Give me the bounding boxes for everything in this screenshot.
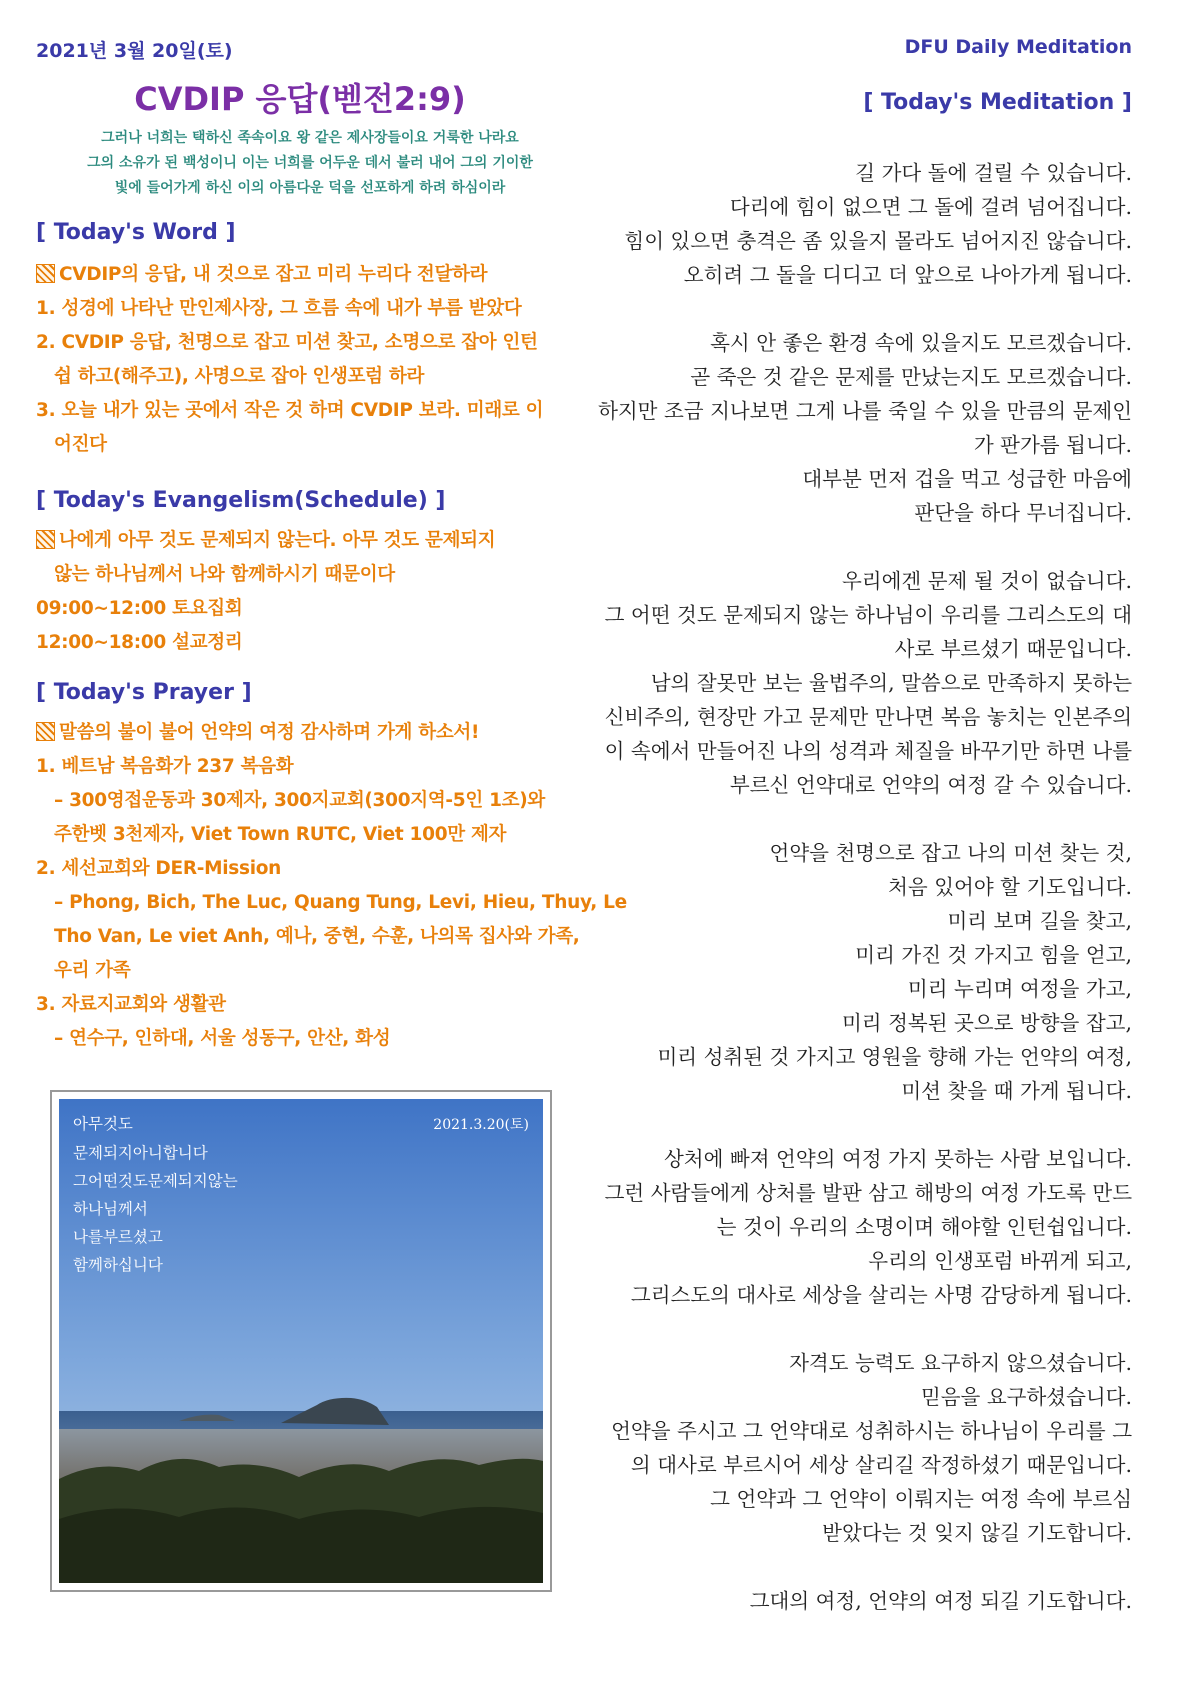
- meditation-line: 이 속에서 만들어진 나의 성격과 체질을 바꾸기만 하면 나를: [604, 739, 1132, 763]
- page-title: CVDIP 응답(벧전2:9): [134, 80, 466, 118]
- evangelism-heading: [ Today's Evangelism(Schedule) ]: [36, 488, 446, 513]
- evangelism-summary-cont: 않는 하나님께서 나와 함께하시기 때문이다: [54, 564, 395, 585]
- meditation-line: 는 것이 우리의 소명이며 해야할 인턴쉽입니다.: [716, 1215, 1132, 1239]
- meditation-line: 언약을 주시고 그 언약대로 성취하시는 하나님이 우리를 그: [611, 1419, 1132, 1443]
- schedule-item: 12:00~18:00 설교정리: [36, 632, 243, 653]
- paragraph-gap: [532, 292, 1132, 326]
- meditation-line: 힘이 있으면 충격은 좀 있을지 몰라도 넘어지진 않습니다.: [624, 229, 1132, 253]
- meditation-line: 언약을 천명으로 잡고 나의 미션 찾는 것,: [769, 841, 1132, 865]
- meditation-line: 사로 부르셨기 때문입니다.: [894, 637, 1132, 661]
- caption-line: 문제되지아니합니다: [73, 1145, 208, 1162]
- meditation-line: 처음 있어야 할 기도입니다.: [888, 875, 1132, 899]
- paragraph-gap: [532, 530, 1132, 564]
- caption-line: 아무것도: [73, 1116, 133, 1133]
- prayer-line: – Phong, Bich, The Luc, Quang Tung, Levi, Hieu, Thuy, Le: [54, 892, 627, 913]
- word-line: 2. CVDIP 응답, 천명으로 잡고 미션 찾고, 소명으로 잡아 인턴: [36, 332, 538, 353]
- word-heading: [ Today's Word ]: [36, 220, 236, 245]
- scripture-verse: [40, 126, 580, 201]
- meditation-line: 미리 성취된 것 가지고 영원을 향해 가는 언약의 여정,: [657, 1045, 1132, 1069]
- prayer-summary: 말씀의 불이 불어 언약의 여정 감사하며 가게 하소서!: [36, 716, 606, 750]
- meditation-line: 대부분 먼저 겁을 먹고 성급한 마음에: [802, 467, 1132, 491]
- meditation-line: 길 가다 돌에 걸릴 수 있습니다.: [855, 161, 1132, 185]
- caption-line: 하나님께서: [73, 1201, 148, 1218]
- verse-line: 그러나 너희는 택하신 족속이요 왕 같은 제사장들이요 거룩한 나라요: [101, 130, 519, 146]
- verse-line: 그의 소유가 된 백성이니 이는 너희를 어두운 데서 불러 내어 그의 기이한: [87, 155, 533, 171]
- word-line: 1. 성경에 나타난 만인제사장, 그 흐름 속에 내가 부름 받았다: [36, 298, 522, 319]
- meditation-line: 그 어떤 것도 문제되지 않는 하나님이 우리를 그리스도의 대: [604, 603, 1132, 627]
- prayer-line: 우리 가족: [54, 960, 131, 981]
- meditation-line: 의 대사로 부르시어 세상 살리길 작정하셨기 때문입니다.: [630, 1453, 1132, 1477]
- prayer-line: Tho Van, Le viet Anh, 예나, 중현, 수훈, 나의목 집사와 가족,: [54, 926, 580, 947]
- word-line: 3. 오늘 내가 있는 곳에서 작은 것 하며 CVDIP 보라. 미래로 이: [36, 400, 544, 421]
- paragraph-gap: [532, 802, 1132, 836]
- schedule-item: 09:00~12:00 토요집회: [36, 598, 243, 619]
- meditation-line: 신비주의, 현장만 가고 문제만 만나면 복음 놓치는 인본주의: [604, 705, 1132, 729]
- meditation-line: 자격도 능력도 요구하지 않으셨습니다.: [789, 1351, 1132, 1375]
- meditation-line: 가 판가름 됩니다.: [973, 433, 1132, 457]
- photo-date: 2021.3.20(토): [433, 1117, 529, 1133]
- word-summary: CVDIP의 응답, 내 것으로 잡고 미리 누리다 전달하라: [36, 258, 596, 292]
- evangelism-section: [36, 524, 596, 660]
- meditation-line: 다리에 힘이 없으면 그 돌에 걸려 넘어집니다.: [729, 195, 1132, 219]
- paragraph-gap: [532, 1108, 1132, 1142]
- paragraph-gap: [532, 1312, 1132, 1346]
- prayer-line: 2. 세선교회와 DER-Mission: [36, 858, 282, 879]
- meditation-line: 남의 잘못만 보는 율법주의, 말씀으로 만족하지 못하는: [650, 671, 1132, 695]
- paragraph-gap: [532, 1550, 1132, 1584]
- prayer-line: 주한벳 3천제자, Viet Town RUTC, Viet 100만 제자: [54, 824, 507, 845]
- meditation-body: [532, 156, 1132, 1618]
- landscape-photo: [59, 1099, 543, 1583]
- word-line: 어진다: [54, 434, 107, 455]
- prayer-line: – 연수구, 인하대, 서울 성동구, 안산, 화성: [54, 1028, 391, 1049]
- meditation-line: 그대의 여정, 언약의 여정 되길 기도합니다.: [749, 1589, 1132, 1613]
- prayer-line: 3. 자료지교회와 생활관: [36, 994, 226, 1015]
- caption-line: 함께하십니다: [73, 1257, 163, 1274]
- meditation-line: 미리 가진 것 가지고 힘을 얻고,: [855, 943, 1132, 967]
- caption-line: 나를부르셨고: [73, 1229, 163, 1246]
- hatch-box-icon: [36, 264, 55, 283]
- hatch-box-icon: [36, 530, 55, 549]
- meditation-line: 미리 보며 길을 찾고,: [947, 909, 1132, 933]
- hatch-box-icon: [36, 722, 55, 741]
- prayer-line: 1. 베트남 복음화가 237 복음화: [36, 756, 294, 777]
- meditation-line: 그런 사람들에게 상처를 발판 삼고 해방의 여정 가도록 만드: [604, 1181, 1132, 1205]
- meditation-line: 미리 누리며 여정을 가고,: [907, 977, 1132, 1001]
- meditation-line: 믿음을 요구하셨습니다.: [920, 1385, 1132, 1409]
- meditation-heading: [ Today's Meditation ]: [863, 90, 1132, 115]
- meditation-line: 오히려 그 돌을 디디고 더 앞으로 나아가게 됩니다.: [683, 263, 1132, 287]
- brand-label: DFU Daily Meditation: [904, 36, 1132, 58]
- meditation-line: 그 언약과 그 언약이 이뤄지는 여정 속에 부르심: [710, 1487, 1132, 1511]
- meditation-line: 하지만 조금 지나보면 그게 나를 죽일 수 있을 만큼의 문제인: [598, 399, 1132, 423]
- word-line: 쉽 하고(해주고), 사명으로 잡아 인생포럼 하라: [54, 366, 425, 387]
- meditation-line: 상처에 빠져 언약의 여정 가지 못하는 사람 보입니다.: [664, 1147, 1132, 1171]
- caption-line: 그어떤것도문제되지않는: [73, 1173, 238, 1190]
- verse-line: 빛에 들어가게 하신 이의 아름다운 덕을 선포하게 하려 하심이라: [114, 180, 506, 196]
- meditation-line: 판단을 하다 무너집니다.: [914, 501, 1132, 525]
- meditation-line: 혹시 안 좋은 환경 속에 있을지도 모르겠습니다.: [710, 331, 1132, 355]
- prayer-heading: [ Today's Prayer ]: [36, 680, 252, 705]
- photo-card: [50, 1090, 552, 1592]
- meditation-line: 미리 정복된 곳으로 방향을 잡고,: [841, 1011, 1132, 1035]
- meditation-line: 부르신 언약대로 언약의 여정 갈 수 있습니다.: [729, 773, 1132, 797]
- meditation-line: 우리의 인생포럼 바뀌게 되고,: [868, 1249, 1132, 1273]
- prayer-line: – 300영접운동과 30제자, 300지교회(300지역-5인 1조)와: [54, 790, 545, 811]
- meditation-line: 그리스도의 대사로 세상을 살리는 사명 감당하게 됩니다.: [630, 1283, 1132, 1307]
- meditation-line: 우리에겐 문제 될 것이 없습니다.: [841, 569, 1132, 593]
- evangelism-summary: 나에게 아무 것도 문제되지 않는다. 아무 것도 문제되지: [36, 524, 596, 558]
- date-label: 2021년 3월 20일(토): [36, 40, 233, 62]
- meditation-line: 곧 죽은 것 같은 문제를 만났는지도 모르겠습니다.: [690, 365, 1132, 389]
- prayer-section: [36, 716, 627, 1056]
- meditation-line: 미션 찾을 때 가게 됩니다.: [901, 1079, 1132, 1103]
- word-section: [36, 258, 596, 462]
- meditation-line: 받았다는 것 잊지 않길 기도합니다.: [822, 1521, 1132, 1545]
